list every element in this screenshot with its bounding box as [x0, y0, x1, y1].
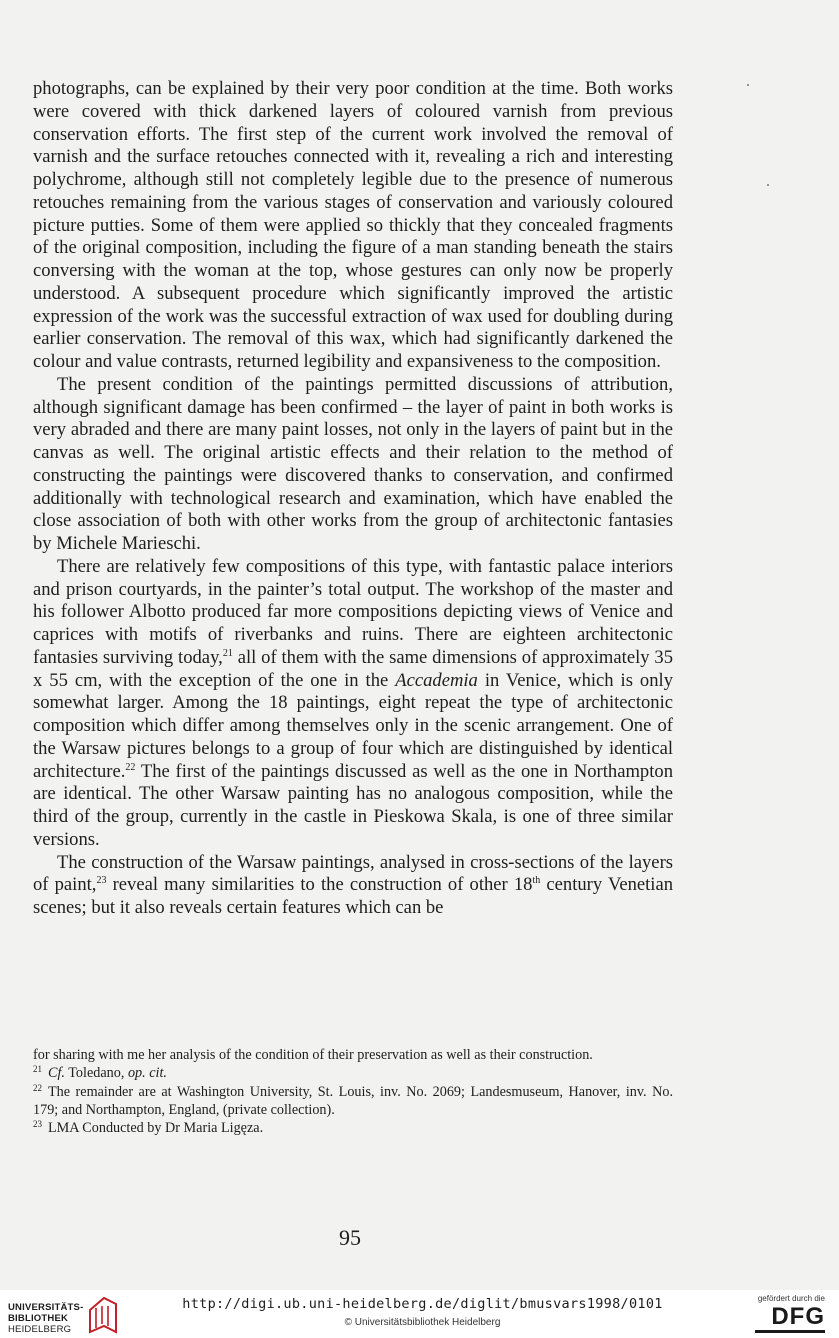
text-run: The present condition of the paintings permitted discussions of attribution, although significant damage has been confirmed – the layer of paint in both works is very abraded and there are many paint losses, not only in the layers of paint but in the canvas as well. The original artistic effects and their relation to the method of constructing the paintings were discovered thanks to conservation, and confirmed additionally with technological research and examination, which have enabled the close association of both with other works from the group of architectonic fantasies by Michele Marieschi.: [33, 373, 673, 554]
footnote: [33, 1083, 673, 1120]
page-number: 95: [339, 1225, 361, 1250]
italic-text: op. cit.: [127, 1065, 167, 1082]
paragraph: [33, 852, 673, 920]
text-run: There are relatively few compositions of this type, with fantastic palace interiors and prison courtyards, in the painter’s total output. The workshop of the master and his follower Albotto produced far more compositions depicting views of Venice and caprices with motifs of riverbanks and ruins. There are eighteen architectonic fantasies surviving today,: [33, 555, 673, 668]
text-run: Toledano,: [64, 1065, 128, 1082]
dfg-logo-underline: [755, 1330, 825, 1333]
library-name-line2: BIBLIOTHEK: [8, 1313, 69, 1324]
footnote-number: 21: [33, 1064, 42, 1075]
text-run: The construction of the Warsaw paintings, analysed in cross-sections of the layers of paint,: [33, 851, 673, 896]
text-run: photographs, can be explained by their very poor condition at the time. Both works were covered with thick darkened layers of coloured varnish from previous conservation efforts. The first step of the current work involved the removal of varnish and the surface retouches connected with it, revealing a rich and interesting polychrome, although still not completely legible due to the presence of numerous retouches remaining from the various stages of conservation and variously coloured picture putties. Some of them were applied so thickly that they concealed fragments of the original composition, including the figure of a man standing beneath the stairs conversing with the woman at the top, whose gestures can only now be properly understood. A subsequent procedure which significantly improved the artistic expression of the work was the successful extraction of wax used for doubling during earlier conservation. The removal of this wax, which had significantly darkened the colour and value contrasts, returned legibility and expansiveness to the composition.: [33, 78, 673, 372]
paragraph: [33, 556, 673, 852]
library-name-line3: HEIDELBERG: [8, 1324, 72, 1335]
source-url-link[interactable]: http://digi.ub.uni-heidelberg.de/diglit/bmusvars1998/0101: [182, 1296, 663, 1312]
footnote: [33, 1046, 673, 1064]
scan-speck: [747, 84, 749, 86]
copyright-notice: © Universitätsbibliothek Heidelberg: [344, 1317, 501, 1328]
italic-text: Accademia: [395, 669, 478, 691]
italic-text: Cf.: [48, 1065, 65, 1082]
footer-bar: [0, 1290, 839, 1338]
footnote-number: 23: [33, 1119, 42, 1130]
footnote-reference: 21: [222, 647, 233, 659]
text-run: century Venetian scenes; but it also reveals certain features which can be: [33, 874, 673, 918]
text-run: reveal many similarities to the construction of other 18: [106, 874, 533, 896]
footnotes: [33, 1046, 673, 1137]
footnote: [33, 1064, 673, 1082]
footnote-reference: 22: [125, 761, 136, 773]
text-run: LMA Conducted by Dr Maria Ligęza.: [48, 1120, 264, 1137]
paragraph: [33, 374, 673, 556]
text-run: The remainder are at Washington University, St. Louis, inv. No. 2069; Landesmuseum, Hanover, inv. No. 179; and Northampton, England, (private collection).: [33, 1083, 673, 1118]
scan-speck: [767, 184, 769, 186]
paragraph: [33, 78, 673, 374]
text-run: all of them with the same dimensions of approximately 35 x 55 cm, with the exception of the one in the: [33, 646, 674, 691]
text-run: for sharing with me her analysis of the condition of their preservation as well as their construction.: [33, 1047, 593, 1063]
footnote-number: 22: [33, 1082, 42, 1093]
body-text: [33, 78, 673, 920]
library-name-line1: UNIVERSITÄTS-: [8, 1302, 84, 1313]
funding-note: gefördert durch die: [757, 1294, 825, 1303]
text-run: in Venice, which is only somewhat larger. Among the 18 paintings, eight repeat the type of architectonic composition which differ among themselves only in the scenic arrangement. One of the Warsaw pictures belongs to a group of four which are distinguished by identical architecture.: [33, 669, 673, 782]
footnote-reference: 23: [96, 875, 107, 887]
footnote-reference: th: [532, 875, 541, 887]
dfg-logo[interactable]: DFG: [771, 1303, 825, 1330]
footnote: [33, 1119, 673, 1137]
text-run: The first of the paintings discussed as well as the one in Northampton are identical. The other Warsaw painting has no analogous composition, while the third of the group, currently in the castle in Pieskowa Skala, is one of three similar versions.: [33, 760, 673, 850]
